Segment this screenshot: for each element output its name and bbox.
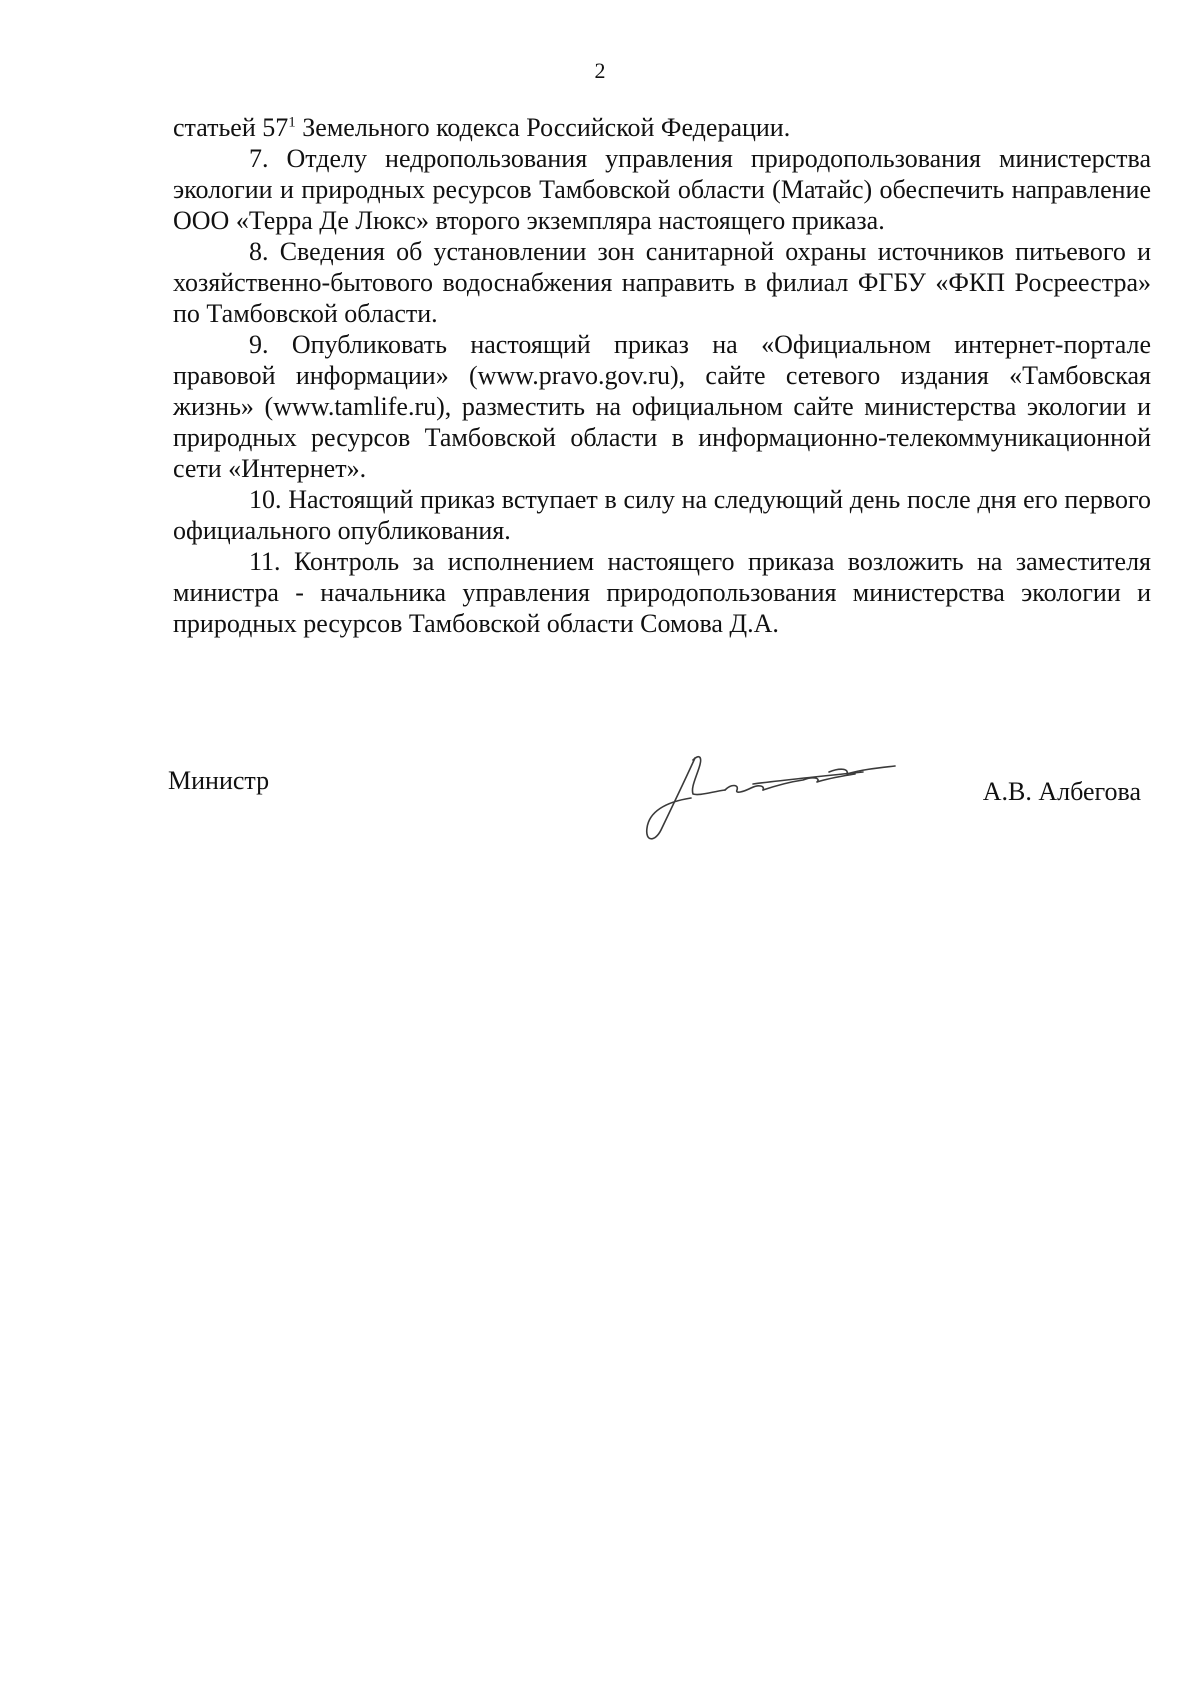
- handwritten-signature: [633, 750, 923, 850]
- signatory-title: Министр: [168, 766, 270, 795]
- page-number: 2: [594, 58, 606, 83]
- paragraph-9: 9. Опубликовать настоящий приказ на «Официальном интернет-портале правовой информации» (www.pravo.gov.ru), сайте сетевого издания «Тамбовская жизнь» (www.tamlife.ru), разместить на официальном сайте министерства экологии и природных ресурсов Тамбовской области в информационно-телекоммуникационной сети «Интернет».: [173, 330, 1151, 483]
- paragraph-8: 8. Сведения об установлении зон санитарной охраны источников питьевого и хозяйственно-бытового водоснабжения направить в филиал ФГБУ «ФКП Росреестра» по Тамбовской области.: [173, 237, 1151, 328]
- signatory-name: А.В. Албегова: [982, 777, 1141, 806]
- paragraph-11: 11. Контроль за исполнением настоящего приказа возложить на заместителя министра - начальника управления природопользования министерства экологии и природных ресурсов Тамбовской области Сомова Д.А.: [173, 547, 1151, 638]
- article-superscript: 1: [288, 114, 296, 131]
- paragraph-continuation-text: статьей 57: [173, 113, 289, 142]
- paragraph-continuation-tail: Земельного кодекса Российской Федерации.: [295, 113, 791, 142]
- document-body: [173, 112, 1151, 639]
- paragraph-10: 10. Настоящий приказ вступает в силу на следующий день после дня его первого официального опубликования.: [173, 485, 1151, 545]
- signature-block: [168, 750, 1153, 850]
- paragraph-7: 7. Отделу недропользования управления природопользования министерства экологии и природных ресурсов Тамбовской области (Матайс) обеспечить направление ООО «Терра Де Люкс» второго экземпляра настоящего приказа.: [173, 144, 1151, 235]
- paragraph-continuation: [173, 112, 1151, 143]
